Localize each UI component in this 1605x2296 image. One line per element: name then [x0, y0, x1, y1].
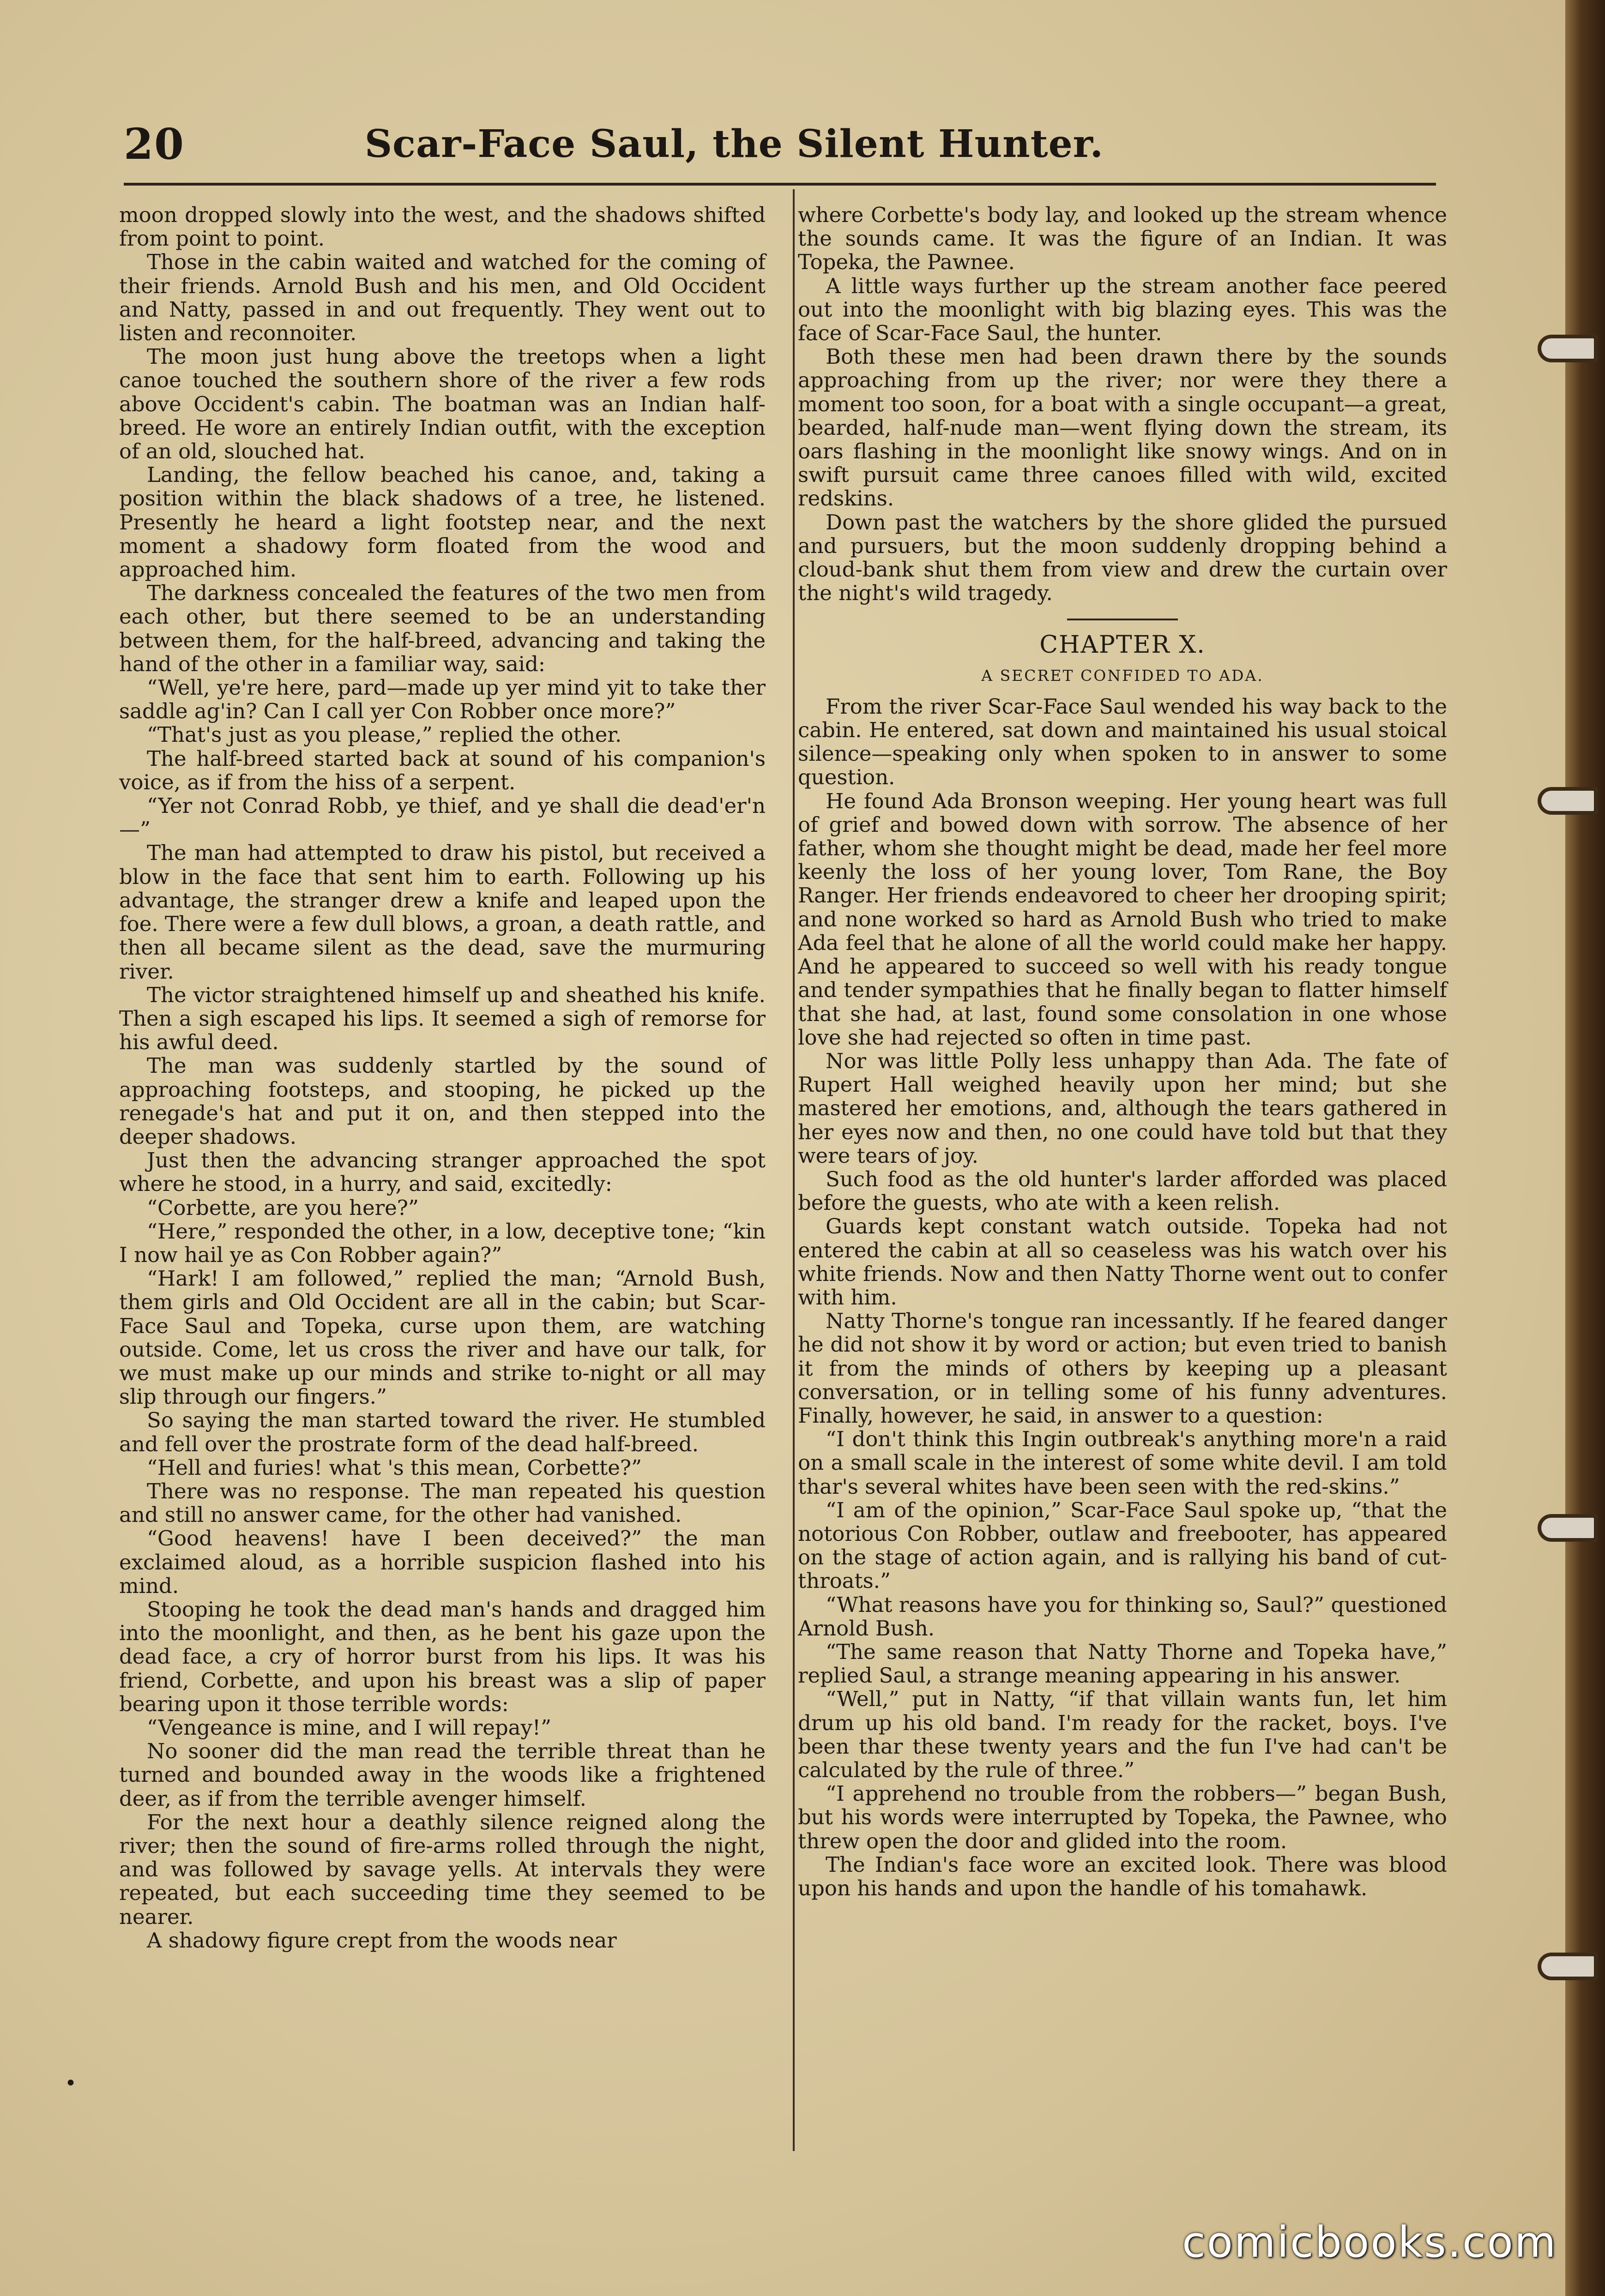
paragraph: The moon just hung above the treetops when a light canoe touched the southern shore of the river a few rods above Occident's cabin. The boatman was an Indian half-breed. He wore an entirely Indian outfit, with the exception of an old, slouched hat. [119, 344, 766, 464]
paragraph: where Corbette's body lay, and looked up the stream whence the sounds came. It was the figure of an Indian. It was Topeka, the Pawnee. [798, 203, 1447, 275]
paragraph: The Indian's face wore an excited look. There was blood upon his hands and upon the handle of his tomahawk. [798, 1852, 1447, 1901]
paragraph: From the river Scar-Face Saul wended his way back to the cabin. He entered, sat down and maintained his usual stoical silence—speaking only when spoken to in answer to some question. [798, 694, 1447, 790]
paragraph: “I am of the opinion,” Scar-Face Saul spoke up, “that the notorious Con Robber, outlaw and freebooter, has appeared on the stage of action again, and is rallying his band of cut-throats.” [798, 1497, 1447, 1593]
paragraph: Guards kept constant watch outside. Topeka had not entered the cabin at all so ceaseless was his watch over his white friends. Now and then Natty Thorne went out to confer with him. [798, 1214, 1447, 1310]
paragraph: “Well, ye're here, pard—made up yer mind yit to take ther saddle ag'in? Can I call yer Con Robber once more?” [119, 675, 766, 724]
chapter-title: CHAPTER X. [1039, 631, 1206, 659]
paragraph: “Hark! I am followed,” replied the man; “Arnold Bush, them girls and Old Occident are all in the cabin; but Scar-Face Saul and Topeka, curse upon them, are watching outside. Come, let us cross the river and have our talk, for we must make up our minds and strike to-night or all may slip through our fingers.” [119, 1266, 766, 1409]
binding-hook [1538, 787, 1598, 815]
paragraph: A little ways further up the stream another face peered out into the moonlight with big blazing eyes. This was the face of Scar-Face Saul, the hunter. [798, 273, 1447, 346]
paragraph: So saying the man started toward the river. He stumbled and fell over the prostrate form of the dead half-breed. [119, 1408, 766, 1456]
paragraph: “I don't think this Ingin outbreak's anything more'n a raid on a small scale in the interest of some white devil. I am told thar's several whites have been seen with the red-skins.” [798, 1427, 1447, 1499]
left-column [119, 203, 766, 1952]
paragraph: The man was suddenly startled by the sound of approaching footsteps, and stooping, he picked up the renegade's hat and put it on, and then stepped into the deeper shadows. [119, 1053, 766, 1149]
paragraph: Both these men had been drawn there by the sounds approaching from up the river; nor were they there a moment too soon, for a boat with a single occupant—a great, bearded, half-nude man—went flying down the stream, its oars flashing in the moonlight like snowy wings. And on in swift pursuit came three canoes filled with wild, excited redskins. [798, 344, 1447, 511]
header-rule [124, 183, 1436, 186]
paragraph: “Good heavens! have I been deceived?” the man exclaimed aloud, as a horrible suspicion flashed into his mind. [119, 1526, 766, 1598]
paragraph: The darkness concealed the features of the two men from each other, but there seemed to be an understanding between them, for the half-breed, advancing and taking the hand of the other in a familiar way, said: [119, 581, 766, 676]
running-title: Scar-Face Saul, the Silent Hunter. [364, 122, 1104, 166]
right-column-upper [798, 203, 1447, 605]
paragraph: The man had attempted to draw his pistol, but received a blow in the face that sent him to earth. Following up his advantage, the stranger drew a knife and leaped upon the foe. There were a few dull blows, a groan, a death rattle, and then all became silent as the dead, save the murmuring river. [119, 841, 766, 984]
column-divider [793, 189, 795, 2151]
paragraph: “That's just as you please,” replied the other. [147, 722, 622, 747]
paragraph: “What reasons have you for thinking so, Saul?” questioned Arnold Bush. [798, 1592, 1447, 1641]
paragraph: moon dropped slowly into the west, and the shadows shifted from point to point. [119, 203, 766, 251]
section-rule [1067, 619, 1178, 620]
paragraph: “The same reason that Natty Thorne and Topeka have,” replied Saul, a strange meaning appearing in his answer. [798, 1639, 1447, 1688]
watermark: comicbooks.com [1182, 2218, 1557, 2267]
paragraph: For the next hour a deathly silence reigned along the river; then the sound of fire-arms rolled through the night, and was followed by savage yells. At intervals they were repeated, but each succeeding time they seemed to be nearer. [119, 1809, 766, 1929]
paragraph: A shadowy figure crept from the woods near [147, 1928, 617, 1953]
paragraph: Just then the advancing stranger approached the spot where he stood, in a hurry, and said, excitedly: [119, 1148, 766, 1196]
binding-hook [1538, 1953, 1598, 1980]
right-column-lower [798, 695, 1447, 1900]
paragraph: There was no response. The man repeated his question and still no answer came, for the other had vanished. [119, 1479, 766, 1527]
binding-hook [1538, 1514, 1598, 1542]
paragraph: The half-breed started back at sound of his companion's voice, as if from the hiss of a serpent. [119, 746, 766, 794]
paragraph: Nor was little Polly less unhappy than Ada. The fate of Rupert Hall weighed heavily upon her mind; but she mastered her emotions, and, although the tears gathered in her eyes now and then, no one could have told but that they were tears of joy. [798, 1048, 1447, 1168]
right-column [798, 203, 1447, 1900]
paragraph: The victor straightened himself up and sheathed his knife. Then a sigh escaped his lips. It seemed a sigh of remorse for his awful deed. [119, 982, 766, 1055]
margin-mark: • [65, 2072, 77, 2095]
paragraph: “Vengeance is mine, and I will repay!” [147, 1715, 551, 1740]
binding-hook [1538, 335, 1598, 362]
paragraph: “Well,” put in Natty, “if that villain wants fun, let him drum up his old band. I'm ready for the racket, boys. I've been thar these twenty years and the fun I've had can't be calculated by the rule of three.” [798, 1687, 1447, 1782]
paragraph: Down past the watchers by the shore glided the pursued and pursuers, but the moon suddenly dropping behind a cloud-bank shut them from view and drew the curtain over the night's wild tragedy. [798, 510, 1447, 606]
paragraph: No sooner did the man read the terrible threat than he turned and bounded away in the woods like a frightened deer, as if from the terrible avenger himself. [119, 1739, 766, 1811]
paragraph: “Yer not Conrad Robb, ye thief, and ye shall die dead'er'n—” [119, 793, 766, 842]
page-header [124, 119, 1104, 174]
paragraph: Those in the cabin waited and watched for the coming of their friends. Arnold Bush and his men, and Old Occident and Natty, passed in and out frequently. They went out to listen and reconnoiter. [119, 250, 766, 346]
paragraph: “Hell and furies! what 's this mean, Corbette?” [147, 1455, 642, 1480]
paragraph: Landing, the fellow beached his canoe, and, taking a position within the black shadows of a tree, he listened. Presently he heard a light footstep near, and the next moment a shadowy form floated from the wood and approached him. [119, 463, 766, 582]
paragraph: “Corbette, are you here?” [147, 1195, 419, 1220]
paragraph: He found Ada Bronson weeping. Her young heart was full of grief and bowed down with sorrow. The absence of her father, whom she thought might be dead, made her feel more keenly the loss of her young lover, Tom Rane, the Boy Ranger. Her friends endeavored to cheer her drooping spirit; and none worked so hard as Arnold Bush who tried to make Ada feel that he alone of all the world could make her happy. And he appeared to succeed so well with his ready tongue and tender sympathies that he finally began to flatter himself that she had, at last, found some consolation in one whose love she had rejected so often in time past. [798, 788, 1447, 1050]
paragraph: “Here,” responded the other, in a low, deceptive tone; “kin I now hail ye as Con Robber again?” [119, 1219, 766, 1267]
page-number: 20 [124, 119, 185, 169]
paragraph: Natty Thorne's tongue ran incessantly. If he feared danger he did not show it by word or action; but even tried to banish it from the minds of others by keeping up a pleasant conversation, or in telling some of his funny adventures. Finally, however, he said, in answer to a question: [798, 1309, 1447, 1428]
paragraph: “I apprehend no trouble from the robbers—” began Bush, but his words were interrupted by Topeka, the Pawnee, who threw open the door and glided into the room. [798, 1781, 1447, 1853]
paragraph: Stooping he took the dead man's hands and dragged him into the moonlight, and then, as he bent his gaze upon the dead face, a cry of horror burst from his lips. It was his friend, Corbette, and upon his breast was a slip of paper bearing upon it those terrible words: [119, 1597, 766, 1716]
chapter-subtitle: A SECRET CONFIDED TO ADA. [981, 666, 1264, 685]
paragraph: Such food as the old hunter's larder afforded was placed before the guests, who ate with a keen relish. [798, 1166, 1447, 1215]
